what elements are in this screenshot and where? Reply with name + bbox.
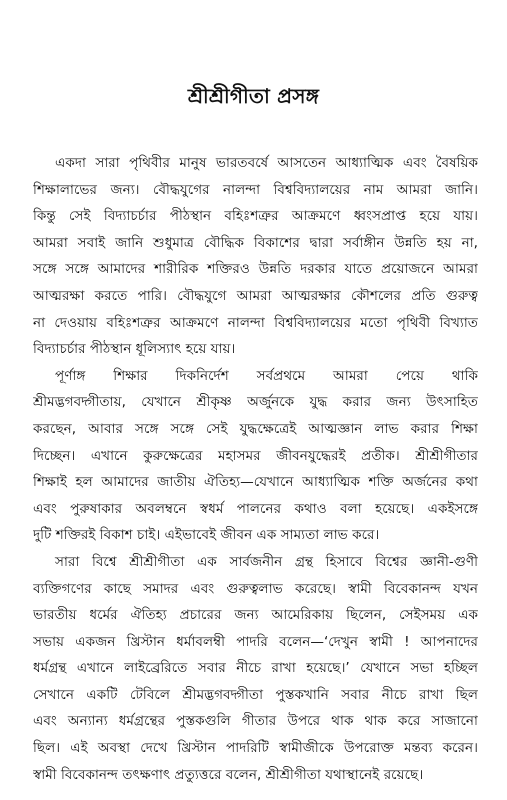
text-line: শিক্ষাই হল আমাদের জাতীয় ঐতিহ্য—যেখানে আধ্যাত্মিক শক্তি অর্জনের কথা (33, 474, 478, 491)
paragraph (33, 549, 478, 788)
paragraph (33, 150, 478, 363)
text-line: ধর্মগ্রন্থ এখানে লাইব্রেরিতে সবার নীচে রাখা হয়েছে।’ যেখানে সভা হচ্ছিল (33, 660, 478, 677)
text-line: ছিল। এই অবস্থা দেখে খ্রিস্টান পাদরিটি স্বামীজীকে উপরোক্ত মন্তব্য করেন। (33, 740, 478, 757)
text-line: আমরা সবাই জানি শুধুমাত্র বৌদ্ধিক বিকাশের দ্বারা সর্বাঙ্গীন উন্নতি হয় না, (33, 234, 478, 251)
text-line: ভারতীয় ধর্মের ঐতিহ্য প্রচারের জন্য আমেরিকায় ছিলেন, সেইসময় এক (33, 607, 478, 624)
text-line: একদা সারা পৃথিবীর মানুষ ভারতবর্ষে আসতেন আধ্যাত্মিক এবং বৈষয়িক (55, 155, 478, 171)
text-line: শ্রীমদ্ভগবদ্গীতায়, যেখানে শ্রীকৃষ্ণ অর্জুনকে যুদ্ধ করার জন্য উৎসাহিত (33, 394, 478, 411)
body-text (33, 150, 478, 788)
text-line: সভায় একজন খ্রিস্টান ধর্মাবলম্বী পাদরি বলেন—‘দেখুন স্বামী ! আপনাদের (33, 633, 478, 650)
text-line: পূর্ণাঙ্গ শিক্ষার দিকনির্দেশ সর্বপ্রথমে আমরা পেয়ে থাকি (55, 367, 478, 384)
paragraph (33, 363, 478, 549)
text-line: শিক্ষালাভের জন্য। বৌদ্ধযুগের নালন্দা বিশ্ববিদ্যালয়ের নাম আমরা জানি। (33, 181, 478, 198)
text-line: দিচ্ছেন। এখানে কুরুক্ষেত্রের মহাসমর জীবনযুদ্ধেরই প্রতীক। শ্রীশ্রীগীতার (33, 447, 478, 464)
text-line: এবং পুরুষাকার অবলম্বনে স্বধর্ম পালনের কথাও বলা হয়েছে। একইসঙ্গে (33, 500, 478, 517)
text-line: আত্মরক্ষা করতে পারি। বৌদ্ধযুগে আমরা আত্মরক্ষার কৌশলের প্রতি গুরুত্ব (33, 287, 478, 304)
text-line: এবং অন্যান্য ধর্মগ্রন্থের পুস্তকগুলি গীতার উপরে থাক থাক করে সাজানো (33, 713, 478, 730)
text-line: ব্যক্তিগণের কাছে সমাদর এবং গুরুত্বলাভ করেছে। স্বামী বিবেকানন্দ যখন (33, 580, 478, 597)
text-line: সেখানে একটি টেবিলে শ্রীমদ্ভগবদ্গীতা পুস্তকখানি সবার নীচে রাখা ছিল (33, 686, 478, 703)
text-line: সঙ্গে সঙ্গে আমাদের শারীরিক শক্তিরও উন্নতি দরকার যাতে প্রয়োজনে আমরা (33, 261, 478, 278)
text-line: দুটি শক্তিরই বিকাশ চাই। এইভাবেই জীবন এক সাম্যতা লাভ করে। (33, 527, 380, 544)
text-line: বিদ্যাচর্চার পীঠস্থান ধূলিস্যাৎ হয়ে যায়। (33, 341, 236, 358)
text-line: করছেন, আবার সঙ্গে সঙ্গে সেই যুদ্ধক্ষেত্রেই আত্মজ্ঞান লাভ করার শিক্ষা (33, 420, 478, 437)
text-line: স্বামী বিবেকানন্দ তৎক্ষণাৎ প্রত্যুত্তরে বলেন, শ্রীশ্রীগীতা যথাস্থানেই রয়েছে। (33, 766, 424, 783)
text-line: কিন্তু সেই বিদ্যাচর্চার পীঠস্থান বহিঃশত্রুর আক্রমণে ধ্বংসপ্রাপ্ত হয়ে যায়। (33, 208, 478, 225)
text-line: না দেওয়ায় বহিঃশত্রুর আক্রমণে নালন্দা বিশ্ববিদ্যালয়ের মতো পৃথিবী বিখ্যাত (33, 314, 478, 331)
text-line: সারা বিশ্বে শ্রীশ্রীগীতা এক সার্বজনীন গ্রন্থ হিসাবে বিশ্বের জ্ঞানী-গুণী (55, 553, 478, 570)
page-title: শ্রীশ্রীগীতা প্রসঙ্গ (187, 84, 320, 108)
